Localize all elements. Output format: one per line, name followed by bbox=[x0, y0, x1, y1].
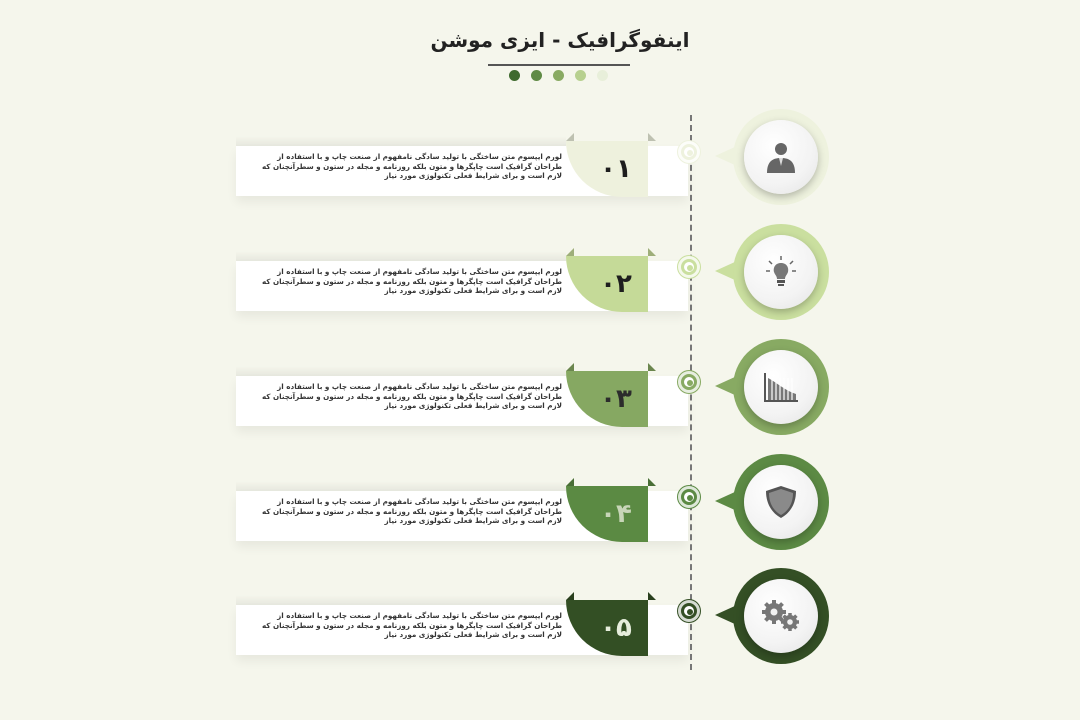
icon-circle bbox=[744, 465, 818, 539]
page-title: اینفوگرافیک - ایزی موشن bbox=[430, 28, 690, 52]
step-description: لورم ایپسوم متن ساختگی با تولید سادگی نامفهوم از صنعت چاپ و با استفاده از طراحان گرافیک است چاپگرها و متون بلکه روزنامه و مجله در ستون و سطرآنچنان که لازم است و برای شرایط فعلی تکنولوژی مورد نیاز bbox=[261, 611, 562, 639]
timeline-node bbox=[681, 489, 697, 505]
step-5 bbox=[0, 571, 1080, 686]
title-dot bbox=[575, 70, 586, 81]
timeline-node-core bbox=[687, 265, 693, 271]
timeline-node bbox=[681, 374, 697, 390]
step-description: لورم ایپسوم متن ساختگی با تولید سادگی نامفهوم از صنعت چاپ و با استفاده از طراحان گرافیک است چاپگرها و متون بلکه روزنامه و مجله در ستون و سطرآنچنان که لازم است و برای شرایط فعلی تکنولوژی مورد نیاز bbox=[261, 267, 562, 295]
step-number: ۰۱ bbox=[600, 154, 632, 184]
title-underline bbox=[488, 64, 630, 66]
tab-fold-right bbox=[648, 592, 656, 600]
timeline-node bbox=[681, 144, 697, 160]
tab-fold-left bbox=[566, 363, 574, 371]
step-4 bbox=[0, 457, 1080, 572]
tab-fold-right bbox=[648, 133, 656, 141]
icon-circle bbox=[744, 235, 818, 309]
timeline-node-core bbox=[687, 380, 693, 386]
timeline-node bbox=[681, 603, 697, 619]
icon-circle bbox=[744, 350, 818, 424]
timeline-node-core bbox=[687, 150, 693, 156]
icon-circle bbox=[744, 579, 818, 653]
title-dot bbox=[553, 70, 564, 81]
step-number: ۰۵ bbox=[600, 613, 632, 643]
tab-fold-left bbox=[566, 133, 574, 141]
step-description: لورم ایپسوم متن ساختگی با تولید سادگی نامفهوم از صنعت چاپ و با استفاده از طراحان گرافیک است چاپگرها و متون بلکه روزنامه و مجله در ستون و سطرآنچنان که لازم است و برای شرایط فعلی تکنولوژی مورد نیاز bbox=[261, 497, 562, 525]
step-number: ۰۴ bbox=[600, 499, 632, 529]
step-description: لورم ایپسوم متن ساختگی با تولید سادگی نامفهوم از صنعت چاپ و با استفاده از طراحان گرافیک است چاپگرها و متون بلکه روزنامه و مجله در ستون و سطرآنچنان که لازم است و برای شرایط فعلی تکنولوژی مورد نیاز bbox=[261, 382, 562, 410]
timeline-node-core bbox=[687, 609, 693, 615]
title-dot bbox=[531, 70, 542, 81]
lightbulb-icon bbox=[763, 254, 799, 290]
businessman-icon bbox=[763, 139, 799, 175]
tab-fold-right bbox=[648, 248, 656, 256]
bar-chart-icon bbox=[762, 370, 800, 404]
tab-fold-right bbox=[648, 363, 656, 371]
timeline-node bbox=[681, 259, 697, 275]
icon-circle bbox=[744, 120, 818, 194]
step-description: لورم ایپسوم متن ساختگی با تولید سادگی نامفهوم از صنعت چاپ و با استفاده از طراحان گرافیک است چاپگرها و متون بلکه روزنامه و مجله در ستون و سطرآنچنان که لازم است و برای شرایط فعلی تکنولوژی مورد نیاز bbox=[261, 152, 562, 180]
step-number: ۰۲ bbox=[600, 269, 632, 299]
title-dot bbox=[597, 70, 608, 81]
step-2 bbox=[0, 227, 1080, 342]
step-1 bbox=[0, 112, 1080, 227]
step-3 bbox=[0, 342, 1080, 457]
step-number: ۰۳ bbox=[600, 384, 632, 414]
tab-fold-left bbox=[566, 478, 574, 486]
tab-fold-right bbox=[648, 478, 656, 486]
title-dot bbox=[509, 70, 520, 81]
timeline-node-core bbox=[687, 495, 693, 501]
shield-icon bbox=[764, 484, 798, 520]
gears-icon bbox=[760, 598, 802, 634]
tab-fold-left bbox=[566, 592, 574, 600]
tab-fold-left bbox=[566, 248, 574, 256]
